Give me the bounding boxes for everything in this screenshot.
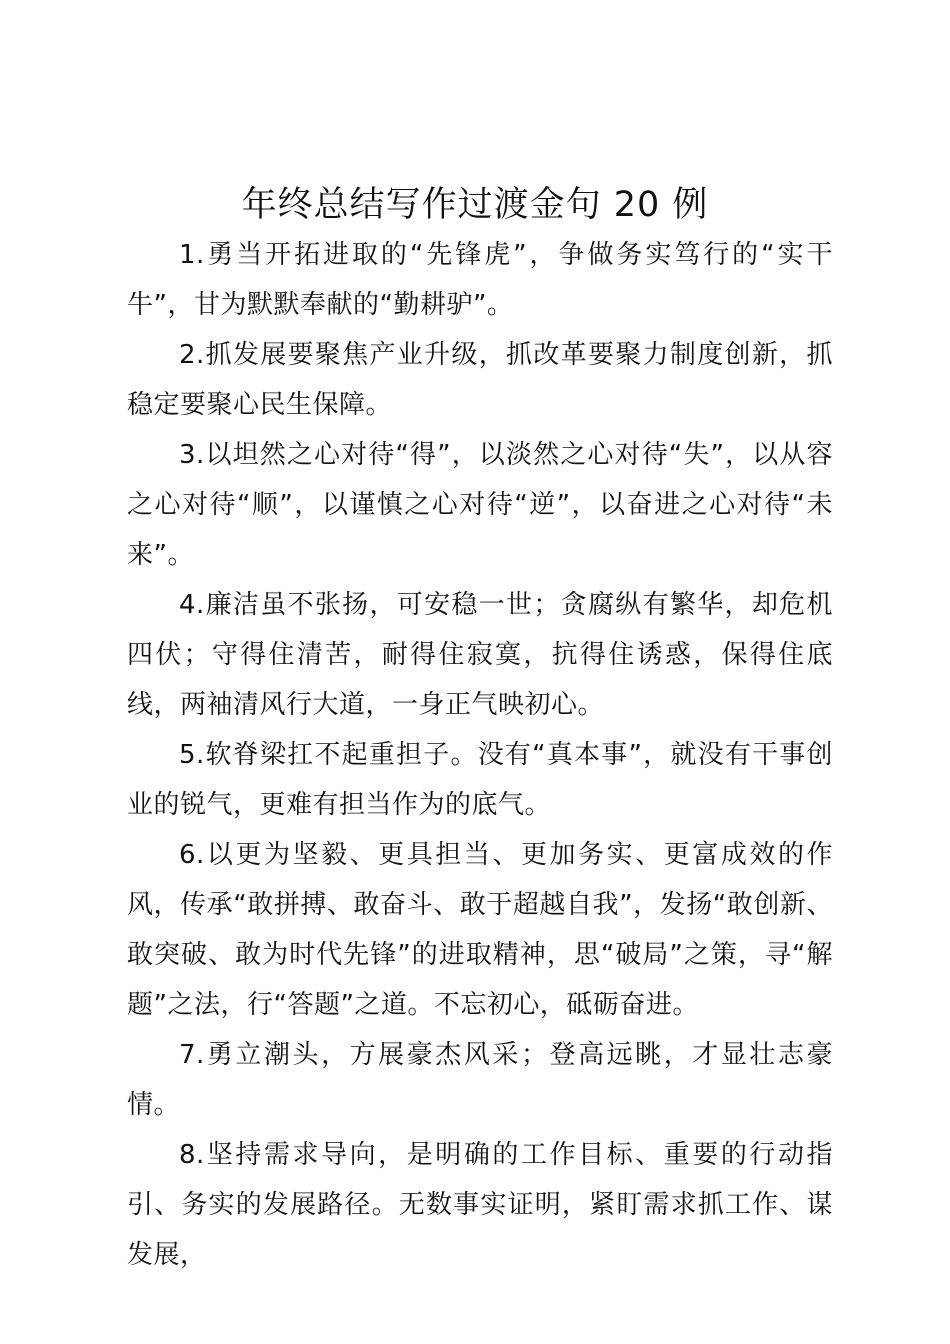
document-title: 年终总结写作过渡金句 20 例 (241, 185, 709, 225)
paragraph-3: 3.以坦然之心对待“得”，以淡然之心对待“失”，以从容之心对待“顺”，以谨慎之心对待“逆”，以奋进之心对待“未来”。 (127, 440, 833, 570)
document-body (127, 230, 833, 1280)
paragraph-5: 5.软脊梁扛不起重担子。没有“真本事”，就没有干事创业的锐气，更难有担当作为的底气。 (127, 740, 833, 820)
paragraph-6: 6.以更为坚毅、更具担当、更加务实、更富成效的作风，传承“敢拼搏、敢奋斗、敢于超越自我”，发扬“敢创新、敢突破、敢为时代先锋”的进取精神，思“破局”之策，寻“解题”之法，行“答题”之道。不忘初心，砥砺奋进。 (127, 840, 833, 1020)
paragraph-2: 2.抓发展要聚焦产业升级，抓改革要聚力制度创新，抓稳定要聚心民生保障。 (127, 340, 833, 420)
paragraph-1: 1.勇当开拓进取的“先锋虎”，争做务实笃行的“实干牛”，甘为默默奉献的“勤耕驴”。 (127, 240, 833, 320)
paragraph-7: 7.勇立潮头，方展豪杰风采；登高远眺，才显壮志豪情。 (127, 1040, 833, 1120)
paragraph-8: 8.坚持需求导向，是明确的工作目标、重要的行动指引、务实的发展路径。无数事实证明，紧盯需求抓工作、谋发展， (127, 1140, 833, 1270)
paragraph-4: 4.廉洁虽不张扬，可安稳一世；贪腐纵有繁华，却危机四伏；守得住清苦，耐得住寂寞，抗得住诱惑，保得住底线，两袖清风行大道，一身正气映初心。 (127, 590, 833, 720)
